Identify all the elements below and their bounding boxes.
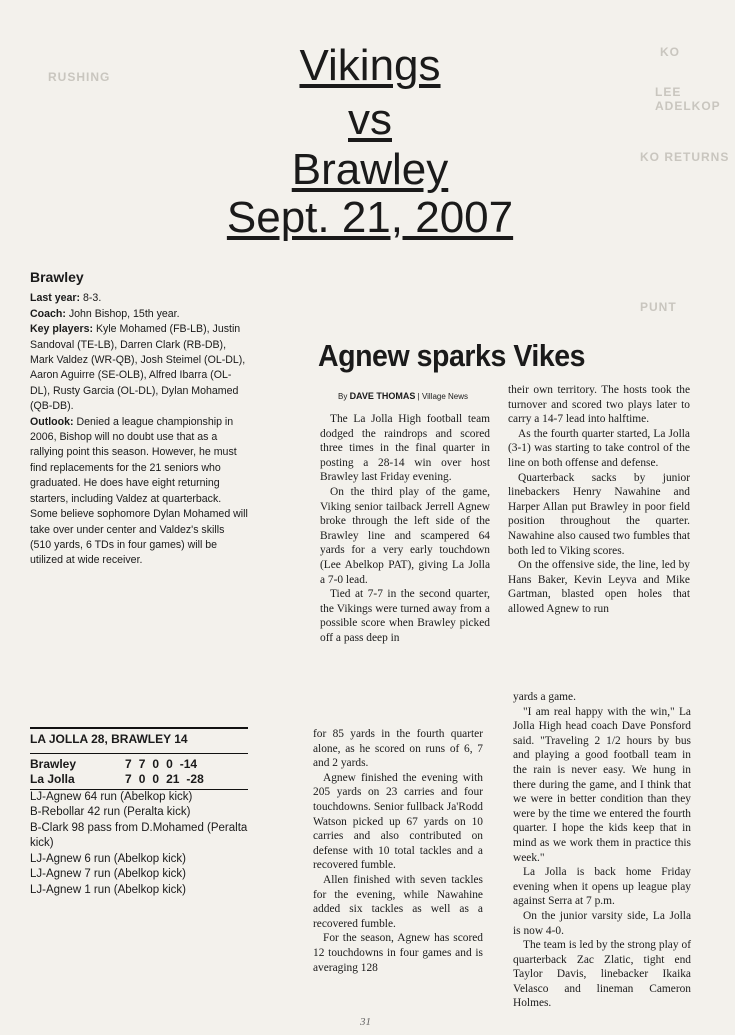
- paragraph: Quarterback sacks by junior linebackers Henry Nawahine and Harper Allan put Brawley in poor field position throughout the quarter. Nawahine also caused two fumbles that both led to Viking scores.: [508, 471, 690, 557]
- preview-last-year: Last year: 8-3.: [30, 292, 102, 305]
- paragraph: For the season, Agnew has scored 12 touchdowns in four games and is averaging 128: [313, 932, 483, 974]
- preview-team: Brawley: [30, 269, 84, 285]
- article-column-3: [313, 727, 483, 975]
- article-column-4: [513, 690, 691, 1011]
- scoring-play: LJ-Agnew 1 run (Abelkop kick): [30, 883, 186, 896]
- paragraph: Allen finished with seven tackles for the evening, while Nawahine added six tackles as well as a recovered fumble.: [313, 873, 483, 930]
- paragraph: Tied at 7-7 in the second quarter, the Vikings were turned away from a possible score when Brawley picked off a pass deep in: [320, 588, 490, 644]
- paragraph: The team is led by the strong play of quarterback Zac Zlatic, tight end Taylor Davis, linebacker Ikaika Velasco and lineman Cameron Holmes.: [513, 939, 691, 1010]
- paragraph: La Jolla is back home Friday evening when it opens up league play against Serra at 7 p.m.: [513, 866, 691, 908]
- bleed-through-mark-2: KO RETURNS: [640, 150, 730, 164]
- box-score: [30, 727, 248, 898]
- scoring-play: LJ-Agnew 7 run (Abelkop kick): [30, 868, 186, 880]
- paragraph: On the junior varsity side, La Jolla is now 4-0.: [513, 909, 691, 937]
- bleed-through-mark: LEE ADELKOP: [655, 85, 721, 113]
- scoring-play: LJ-Agnew 64 run (Abelkop kick): [30, 790, 193, 803]
- article-byline: By DAVE THOMAS | Village News: [338, 391, 469, 401]
- paragraph: On the offensive side, the line, led by Hans Baker, Kevin Leyva and Mike Gartman, blasted open holes that allowed Agnew to run: [508, 559, 690, 615]
- paragraph: "I am real happy with the win," La Jolla High head coach Dave Ponsford said. "Traveling 2 1/2 hours by bus and playing a good football team in the rain is never easy. We hung in there during the game, and I think that we were in better condition than they were by the time we entered the fourth quarter. I hope the kids keep that in mind as we work them in practice this week.": [513, 705, 691, 864]
- paragraph: As the fourth quarter started, La Jolla (3-1) was starting to take control of the line on both offense and defense.: [508, 427, 690, 469]
- title-line-2: vs: [348, 95, 392, 144]
- bleed-through-mark-3: PUNT: [640, 300, 677, 314]
- title-line-4: Sept. 21, 2007: [226, 193, 514, 242]
- article-headline: Agnew sparks Vikes: [318, 338, 586, 373]
- paragraph: Agnew finished the evening with 205 yards on 23 carries and four touchdowns. Senior fullback Ja'Rodd Watson picked up 67 yards on 10 carries and also contributed on defense with 10 total tackles and a recovered fumble.: [313, 771, 483, 872]
- scoring-play: B-Clark 98 pass from D.Mohamed (Peralta kick): [30, 821, 248, 849]
- paragraph: yards a game.: [513, 691, 576, 703]
- title-line-3: Brawley: [291, 145, 449, 194]
- page-number: 31: [360, 1016, 371, 1028]
- scoring-play: B-Rebollar 42 run (Peralta kick): [30, 806, 191, 818]
- article-column-1: [320, 412, 490, 646]
- paragraph: their own territory. The hosts took the turnover and scored two plays later to carry a 14-7 lead into halftime.: [508, 384, 690, 426]
- preview-coach: Coach: John Bishop, 15th year.: [30, 307, 180, 320]
- bleed-through-mark-4: RUSHING: [48, 70, 111, 84]
- scoring-play: LJ-Agnew 6 run (Abelkop kick): [30, 852, 186, 865]
- preview-outlook: Outlook: Denied a league championship in 2006, Bishop will no doubt use that as a rallying point this season. However, he must find replacements for the 21 seniors who graduated. He does have eight returning starters, including Valdez at quarterback. Some believe sophomore Dylan Mohamed will take over under center and Valdez's skills (510 yards, 6 TDs in four games) will be utilized at wide receiver.: [30, 415, 248, 567]
- line-score: [30, 754, 248, 790]
- paragraph: for 85 yards in the fourth quarter alone, as he scored on runs of 6, 7 and 2 yards.: [313, 728, 483, 770]
- line-score-row: Brawley 7 7 0 0 -14: [30, 756, 198, 771]
- line-score-row: La Jolla 7 0 0 21 -28: [30, 771, 204, 786]
- team-preview: [30, 270, 248, 569]
- preview-key-players: Key players: Kyle Mohamed (FB-LB), Justin Sandoval (TE-LB), Darren Clark (RB-DB), Mark Valdez (WR-QB), Josh Steimel (OL-DL), Aaron Aguirre (SE-OLB), Alfred Ibarra (OL-DL), Rusty Garcia (OL-DL), Dylan Mohamed (QB-DB).: [30, 323, 246, 413]
- paragraph: On the third play of the game, Viking senior tailback Jerrell Agnew broke through the left side of the Brawley line and scampered 64 yards for a very early touchdown (Lee Abelkop PAT), giving La Jolla a 7-0 lead.: [320, 485, 490, 586]
- title-line-1: Vikings: [299, 41, 441, 90]
- scoring-plays: [30, 790, 248, 899]
- bleed-through-ko: KO: [660, 45, 680, 59]
- paragraph: The La Jolla High football team dodged the raindrops and scored three times in the final quarter in posting a 28-14 win over host Brawley last Friday evening.: [320, 413, 490, 484]
- box-score-header: LA JOLLA 28, BRAWLEY 14: [30, 729, 248, 754]
- article-column-2: [508, 383, 690, 617]
